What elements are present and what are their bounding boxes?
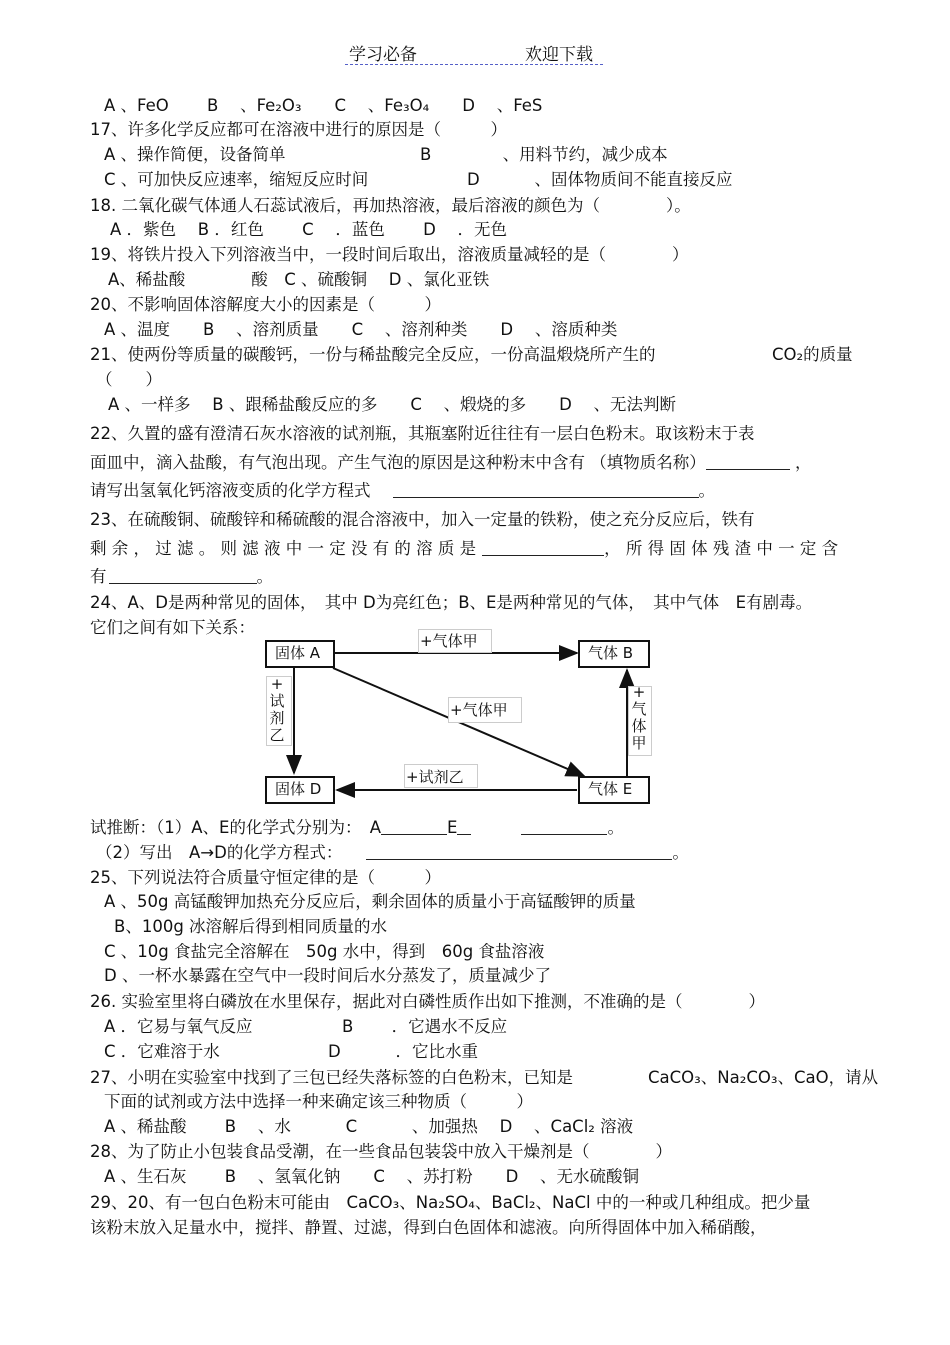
edge-label-e-d: +试剂乙 bbox=[406, 768, 464, 786]
q16-options: A 、FeO B 、Fe₂O₃ C 、Fe₃O₄ D 、FeS bbox=[104, 96, 543, 115]
q25-option-b: B、100g 冰溶解后得到相同质量的水 bbox=[114, 917, 388, 936]
q22-stem-line1: 22、久置的盛有澄清石灰水溶液的试剂瓶，其瓶塞附近往往有一层白色粉末。取该粉末于表 bbox=[90, 424, 755, 443]
q25-option-c: C 、10g 食盐完全溶解在 50g 水中，得到 60g 食盐溶液 bbox=[104, 942, 545, 961]
q27-stem-line2: 下面的试剂或方法中选择一种来确定该三种物质（ ） bbox=[104, 1092, 533, 1111]
q21-stem-end: CO₂的质量 bbox=[772, 345, 853, 364]
q22-period: 。 bbox=[698, 481, 715, 500]
q29-stem-line2: 该粉末放入足量水中，搅拌、静置、过滤，得到白色固体和滤液。向所得固体中加入稀硝酸， bbox=[90, 1218, 767, 1237]
q23-stem-line1: 23、在硫酸铜、硫酸锌和稀硫酸的混合溶液中，加入一定量的铁粉，使之充分反应后，铁有 bbox=[90, 510, 755, 529]
q19-options: A、稀盐酸 酸 C 、硫酸铜 D 、氯化亚铁 bbox=[108, 270, 490, 289]
q21-answer-bracket: （ ） bbox=[96, 370, 162, 389]
q27-options: A 、稀盐酸 B 、水 C 、加强热 D 、CaCl₂ 溶液 bbox=[104, 1117, 634, 1136]
q25-option-d: D 、一杯水暴露在空气中一段时间后水分蒸发了，质量减少了 bbox=[104, 966, 551, 985]
q25-option-a: A 、50g 高锰酸钾加热充分反应后，剩余固体的质量小于高锰酸钾的质量 bbox=[104, 892, 636, 911]
node-solid-d: 固体 D bbox=[265, 776, 335, 804]
node-gas-e: 气体 E bbox=[578, 776, 650, 804]
q24-stem-line1: 24、A、D是两种常见的固体， 其中 D为亮红色；B、E是两种常见的气体， 其中气体 E有剧毒。 bbox=[90, 593, 813, 612]
q26-option-d: D ．它比水重 bbox=[328, 1042, 478, 1061]
q20-stem: 20、不影响固体溶解度大小的因素是（ ） bbox=[90, 295, 441, 314]
q20-options: A 、温度 B 、溶剂质量 C 、溶剂种类 D 、溶质种类 bbox=[104, 320, 618, 339]
q21-options: A 、一样多 B 、跟稀盐酸反应的多 C 、煅烧的多 D 、无法判断 bbox=[108, 395, 677, 414]
header-left-text: 学习必备 bbox=[349, 45, 417, 65]
q24-sub1-text: 试推断：（1）A、E的化学式分别为： A bbox=[90, 818, 381, 837]
q22-stem-line3-text: 请写出氢氧化钙溶液变质的化学方程式 bbox=[90, 481, 371, 500]
q24-sub1 bbox=[90, 817, 624, 839]
q18-options: A ．紫色 B ．红色 C ．蓝色 D ．无色 bbox=[110, 220, 508, 239]
node-gas-b: 气体 B bbox=[578, 640, 650, 668]
q26-option-a: A ．它易与氧气反应 bbox=[104, 1017, 253, 1036]
q28-options: A 、生石灰 B 、氢氧化钠 C 、苏打粉 D 、无水硫酸铜 bbox=[104, 1167, 640, 1186]
q23-stem-line3-text: 有 bbox=[90, 567, 107, 586]
q24-sub2 bbox=[96, 842, 689, 864]
q18-stem: 18. 二氧化碳气体通人石蕊试液后，再加热溶液，最后溶液的颜色为（ ）。 bbox=[90, 196, 691, 215]
q22-comma: ， bbox=[795, 453, 812, 472]
q23-period: 。 bbox=[256, 567, 273, 586]
q28-stem: 28、为了防止小包装食品受潮，在一些食品包装袋中放入干燥剂是（ ） bbox=[90, 1142, 672, 1161]
edge-label-a-d: + 试 剂 乙 bbox=[269, 675, 285, 744]
q29-stem-line1: 29、20、有一包白色粉末可能由 CaCO₃、Na₂SO₄、BaCl₂、NaCl 中的一种或几种组成。把少量 bbox=[90, 1193, 811, 1212]
q22-stem-line2-text: 面皿中，滴入盐酸，有气泡出现。产生气泡的原因是这种粉末中含有 （填物质名称） bbox=[90, 453, 706, 472]
q26-option-c: C ．它难溶于水 bbox=[104, 1042, 220, 1061]
q17-option-c: C 、可加快反应速率，缩短反应时间 bbox=[104, 170, 369, 189]
q24-sub2-period: 。 bbox=[672, 843, 689, 862]
q24-sub2-text: （2）写出 A→D的化学方程式： bbox=[96, 843, 343, 862]
q26-option-b: B ．它遇水不反应 bbox=[342, 1017, 508, 1036]
q19-stem: 19、将铁片投入下列溶液当中，一段时间后取出，溶液质量减轻的是（ ） bbox=[90, 245, 689, 264]
q23-stem-line2-end: ， 所 得 固 体 残 渣 中 一 定 含 bbox=[604, 539, 839, 558]
q21-stem: 21、使两份等质量的碳酸钙，一份与稀盐酸完全反应，一份高温煅烧所产生的 bbox=[90, 345, 656, 364]
q17-option-b: B 、用料节约，减少成本 bbox=[420, 145, 668, 164]
answer-blank bbox=[366, 843, 672, 860]
q17-stem: 17、许多化学反应都可在溶液中进行的原因是（ ） bbox=[90, 120, 507, 139]
q25-stem: 25、下列说法符合质量守恒定律的是（ ） bbox=[90, 868, 441, 887]
q27-stem-line1: 27、小明在实验室中找到了三包已经失落标签的白色粉末，已知是 bbox=[90, 1068, 573, 1087]
q24-stem-line2: 它们之间有如下关系： bbox=[90, 618, 255, 637]
answer-blank bbox=[381, 818, 447, 835]
q17-option-d: D 、固体物质间不能直接反应 bbox=[467, 170, 733, 189]
edge-label-a-e: +气体甲 bbox=[450, 701, 508, 719]
edge-label-a-b: +气体甲 bbox=[420, 632, 478, 650]
q17-option-a: A 、操作简便，设备简单 bbox=[104, 145, 286, 164]
q24-sub1-e: E bbox=[447, 818, 458, 837]
answer-blank bbox=[521, 818, 607, 835]
q23-stem-line2-text: 剩 余 ， 过 滤 。 则 滤 液 中 一 定 没 有 的 溶 质 是 bbox=[90, 539, 477, 558]
q27-stem-line1-end: CaCO₃、Na₂CO₃、CaO，请从 bbox=[648, 1068, 879, 1087]
edge-label-e-b: + 气 体 甲 bbox=[631, 683, 647, 752]
node-solid-a: 固体 A bbox=[265, 640, 335, 668]
answer-blank bbox=[457, 818, 471, 835]
q24-sub1-period: 。 bbox=[607, 818, 624, 837]
q26-stem: 26. 实验室里将白磷放在水里保存，据此对白磷性质作出如下推测，不准确的是（ ） bbox=[90, 992, 765, 1011]
header-right-text: 欢迎下载 bbox=[525, 45, 593, 65]
